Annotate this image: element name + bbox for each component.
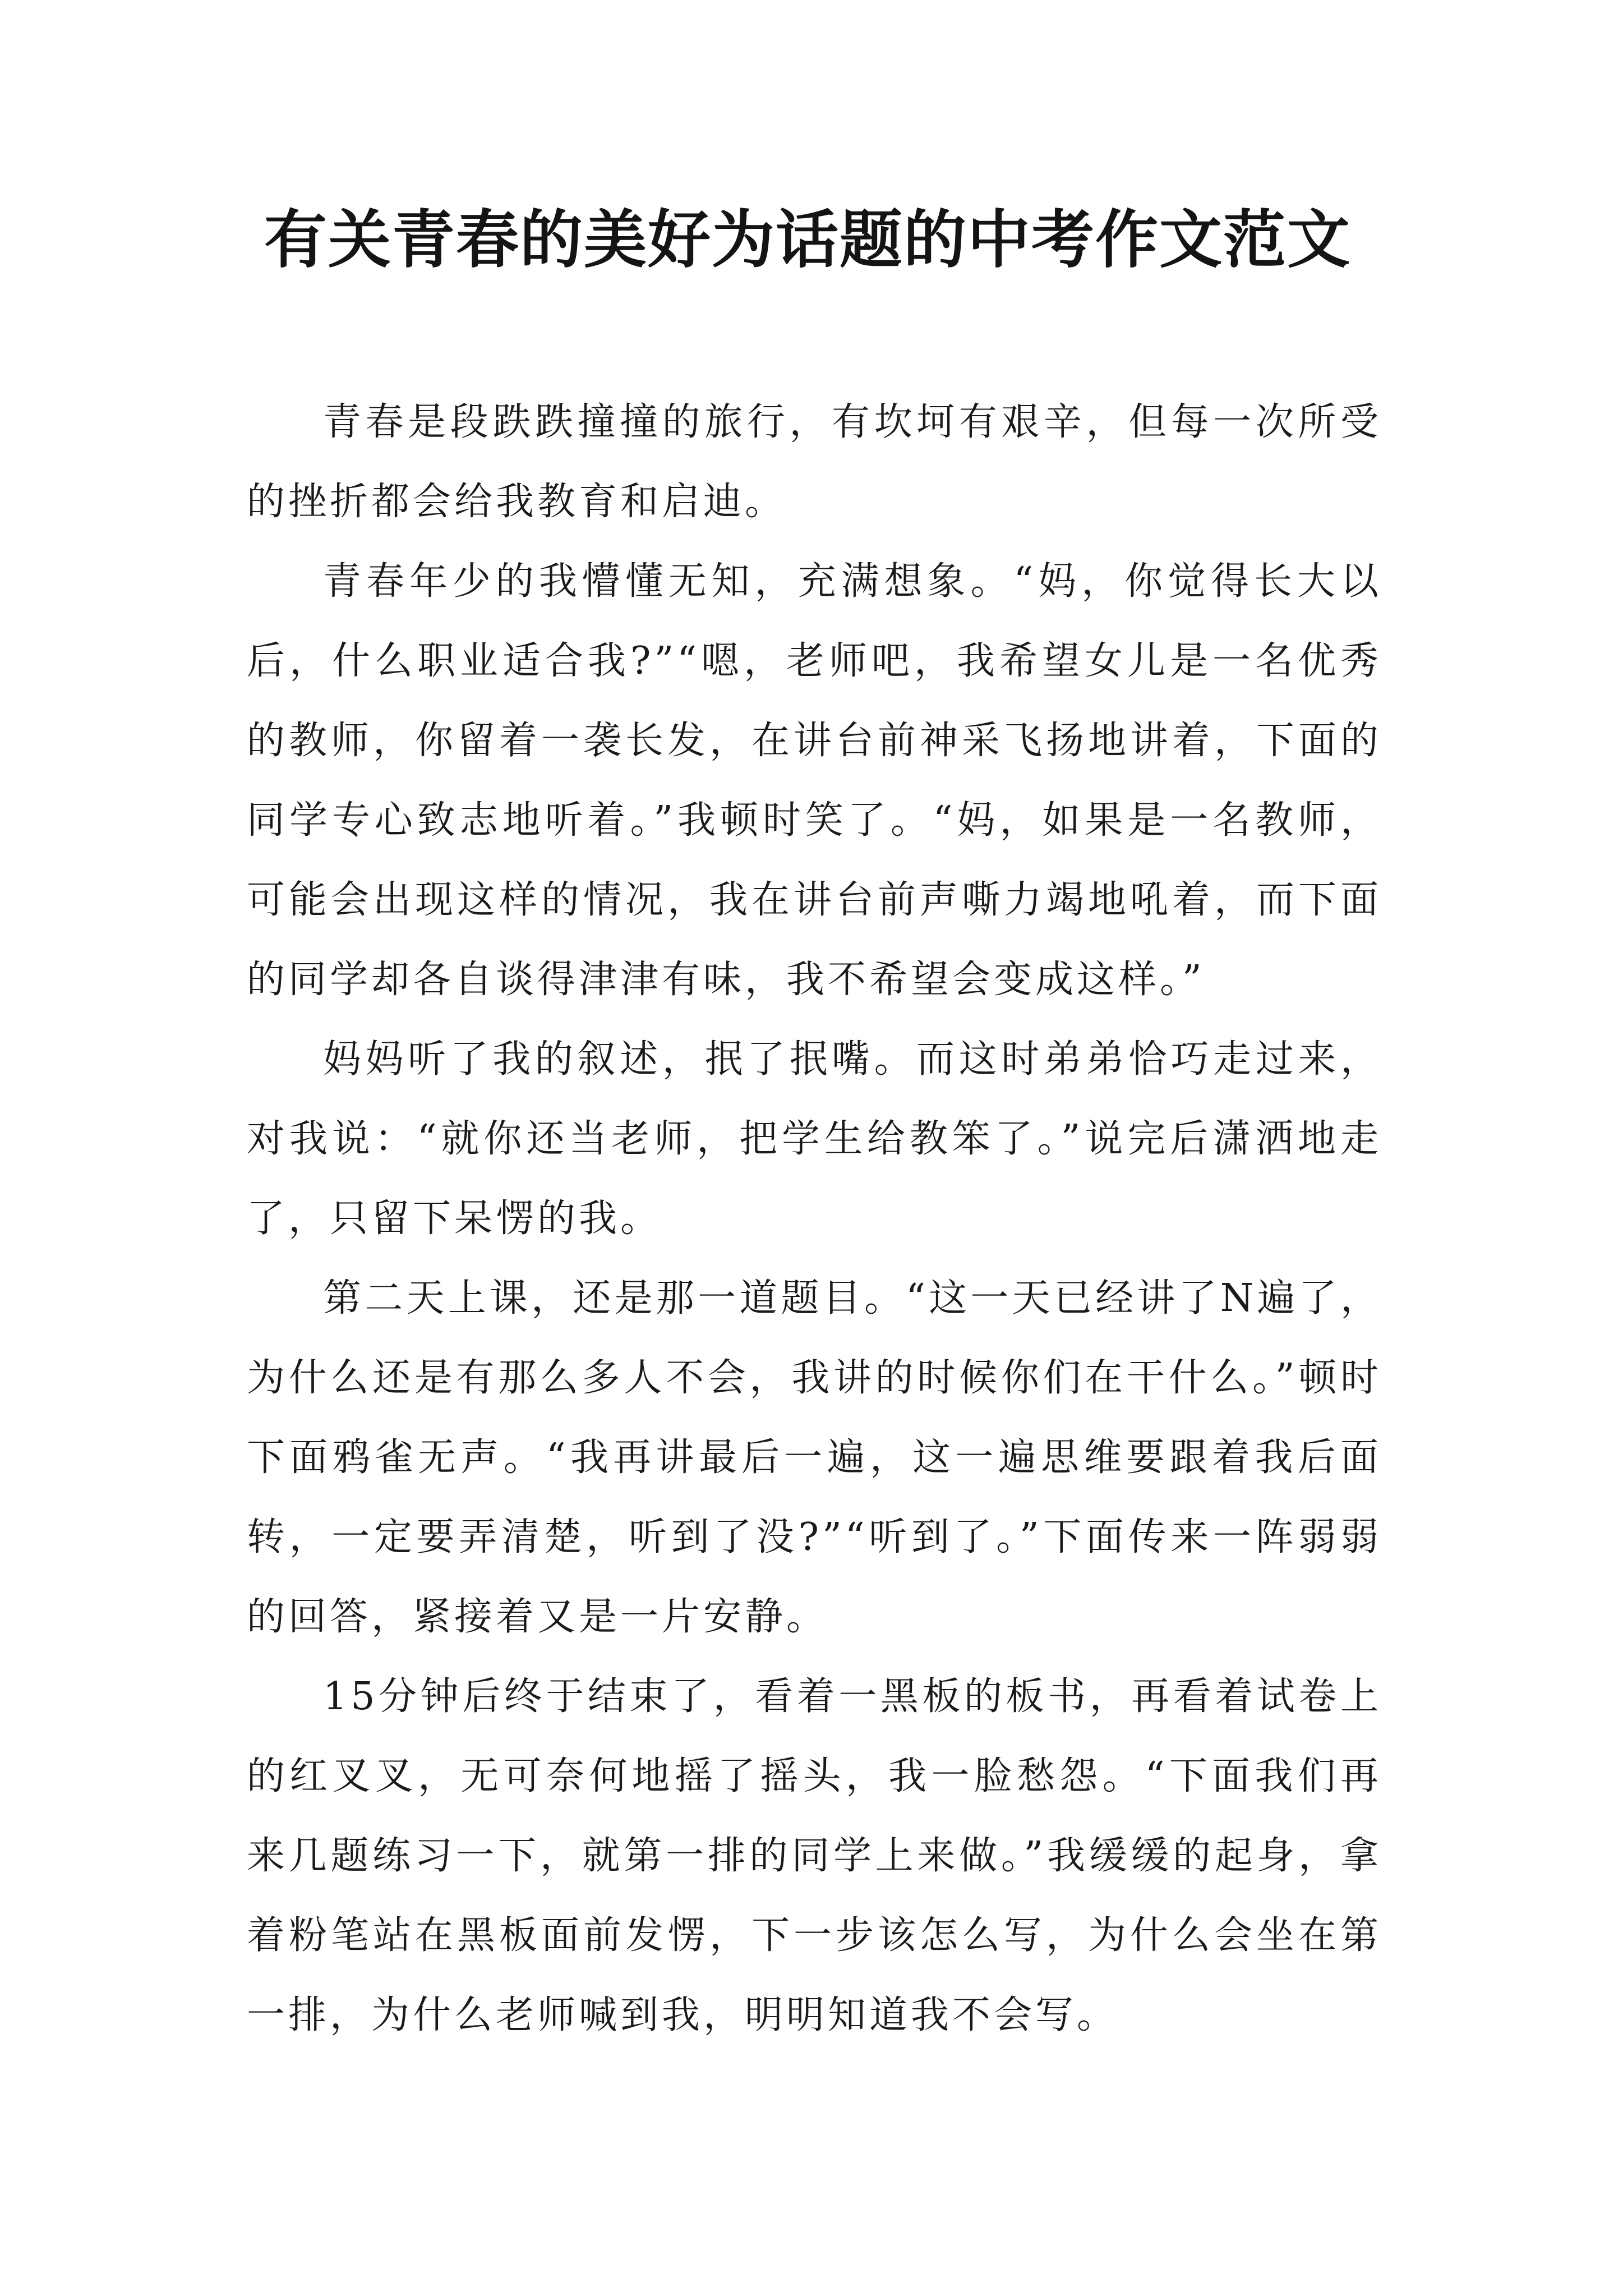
paragraph-2: 青春年少的我懵懂无知，充满想象。“妈，你觉得长大以后，什么职业适合我?”“嗯，老师吧，我希望女儿是一名优秀的教师，你留着一袭长发，在讲台前神采飞扬地讲着，下面的同学专心致志地听着。”我顿时笑了。“妈，如果是一名教师，可能会出现这样的情况，我在讲台前声嘶力竭地吼着，而下面的同学却各自谈得津津有味，我不希望会变成这样。” [247,559,1382,1002]
document-body [247,383,1382,2055]
paragraph-5: 15分钟后终于结束了，看着一黑板的板书，再看着试卷上的红叉叉，无可奈何地摇了摇头，我一脸愁怨。“下面我们再来几题练习一下，就第一排的同学上来做。”我缓缓的起身，拿着粉笔站在黑板面前发愣，下一步该怎么写，为什么会坐在第一排，为什么老师喊到我，明明知道我不会写。 [247,1674,1382,2037]
paragraph-1: 青春是段跌跌撞撞的旅行，有坎坷有艰辛，但每一次所受的挫折都会给我教育和启迪。 [247,400,1382,524]
document-title: 有关青春的美好为话题的中考作文范文 [264,203,1351,277]
paragraph-3: 妈妈听了我的叙述，抿了抿嘴。而这时弟弟恰巧走过来，对我说：“就你还当老师，把学生给教笨了。”说完后潇洒地走了，只留下呆愣的我。 [247,1037,1382,1241]
paragraph-4: 第二天上课，还是那一道题目。“这一天已经讲了N遍了，为什么还是有那么多人不会，我讲的时候你们在干什么。”顿时下面鸦雀无声。“我再讲最后一遍，这一遍思维要跟着我后面转，一定要弄清楚，听到了没?”“听到了。”下面传来一阵弱弱的回答，紧接着又是一片安静。 [247,1276,1382,1639]
